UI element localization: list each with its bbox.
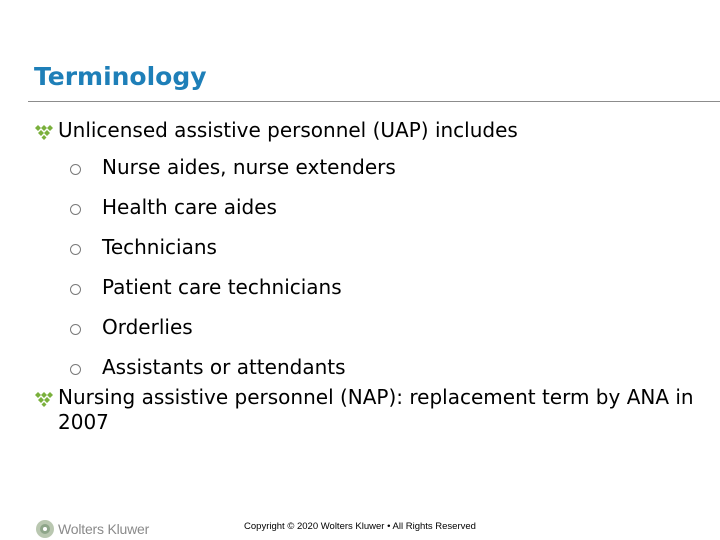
bullet-text: Nursing assistive personnel (NAP): replacement term by ANA in 2007 xyxy=(58,385,694,434)
subitem xyxy=(32,235,702,275)
hollow-circle-icon xyxy=(70,244,81,255)
subitem xyxy=(32,355,702,385)
subitem-text: Nurse aides, nurse extenders xyxy=(102,155,396,179)
subitem xyxy=(32,275,702,315)
subitem xyxy=(32,155,702,195)
subitem-text: Patient care technicians xyxy=(102,275,342,299)
subitem-text: Technicians xyxy=(102,235,217,259)
hollow-circle-icon xyxy=(70,284,81,295)
title-divider xyxy=(28,101,720,102)
brand-name: Wolters Kluwer xyxy=(58,521,150,537)
subitem-text: Orderlies xyxy=(102,315,193,339)
copyright-notice xyxy=(0,521,720,532)
subitem xyxy=(32,315,702,355)
hollow-circle-icon xyxy=(70,324,81,335)
slide-content xyxy=(32,118,702,435)
subitem-text: Health care aides xyxy=(102,195,277,219)
hollow-circle-icon xyxy=(70,364,81,375)
subitem-text: Assistants or attendants xyxy=(102,355,346,379)
subitem xyxy=(32,195,702,235)
bullet-text: Unlicensed assistive personnel (UAP) includes xyxy=(58,118,518,142)
copyright-text: Copyright © 2020 Wolters Kluwer • All Rights Reserved xyxy=(244,521,476,532)
bullet-uap xyxy=(32,118,702,143)
hollow-circle-icon xyxy=(70,164,81,175)
diamond-checkmark-icon xyxy=(34,390,54,410)
hollow-circle-icon xyxy=(70,204,81,215)
bullet-nap xyxy=(32,385,702,435)
diamond-checkmark-icon xyxy=(34,123,54,143)
slide-title: Terminology xyxy=(34,62,207,91)
